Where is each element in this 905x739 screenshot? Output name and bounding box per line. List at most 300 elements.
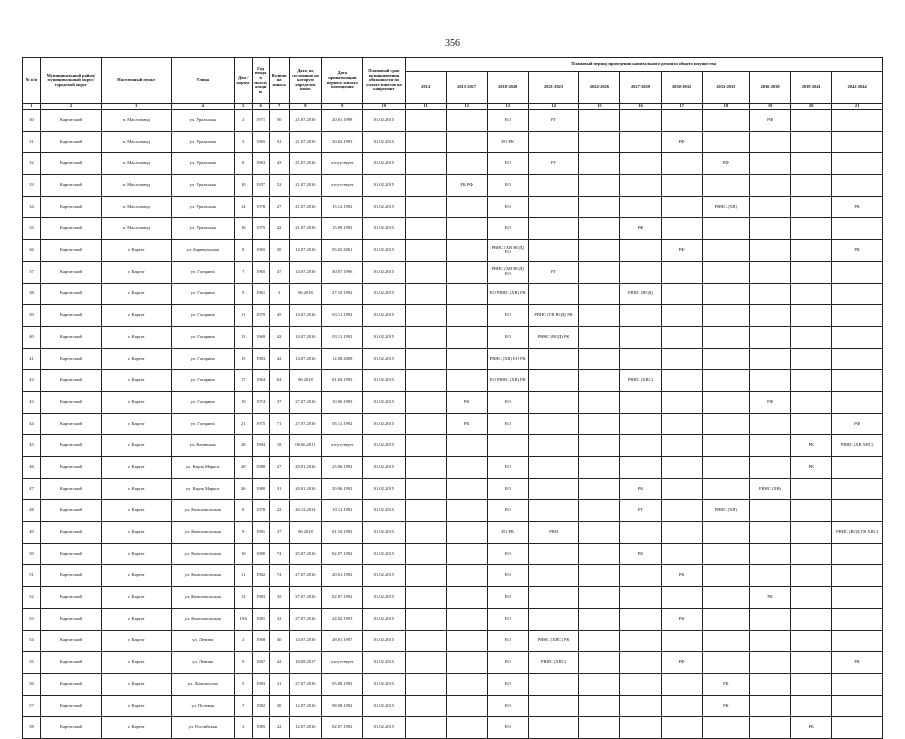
table-row (23, 283, 883, 305)
table-cell: 06.2018 (289, 370, 322, 392)
table-cell (579, 305, 620, 327)
header-period: 2015-2017 (446, 72, 487, 104)
table-row (23, 305, 883, 327)
table-cell: Каргатский (40, 348, 101, 370)
table-cell: ЕО (487, 587, 528, 609)
table-cell: 36 (23, 240, 41, 262)
table-cell: 1983 (252, 348, 269, 370)
table-cell: Каргатский (40, 153, 101, 175)
table-cell (405, 326, 446, 348)
table-cell (446, 500, 487, 522)
table-cell (579, 522, 620, 544)
table-cell: РГ (528, 261, 579, 283)
table-cell (528, 348, 579, 370)
table-cell (750, 348, 791, 370)
table-cell: 9 (234, 522, 252, 544)
table-cell (702, 478, 749, 500)
table-cell (661, 153, 702, 175)
table-cell: 21 (234, 413, 252, 435)
table-cell: 1978 (252, 500, 269, 522)
table-cell (832, 348, 883, 370)
table-cell: г. Каргат (102, 478, 172, 500)
table-cell: 01.04.1993 (322, 370, 363, 392)
table-cell: ул. Гагарина (171, 413, 234, 435)
table-cell: ул. Уральская (171, 110, 234, 132)
table-cell: 01.02.2015 (363, 348, 405, 370)
table-cell: 01.02.2015 (363, 326, 405, 348)
table-cell (702, 218, 749, 240)
table-cell (832, 717, 883, 739)
table-cell: 14.07.2016 (289, 240, 322, 262)
table-cell (832, 695, 883, 717)
table-cell (528, 608, 579, 630)
table-cell: РВНС (ХВ ВОД) ЕО (487, 261, 528, 283)
table-cell (661, 587, 702, 609)
table-cell: РК (750, 587, 791, 609)
table-cell (750, 218, 791, 240)
table-cell: 1974 (252, 391, 269, 413)
column-number-cell: 11 (405, 104, 446, 110)
table-cell (791, 565, 832, 587)
table-cell: Каргатский (40, 522, 101, 544)
header-date-privatization: Дата приватизации первого жилого помещения (322, 58, 363, 104)
table-cell (791, 543, 832, 565)
table-cell: 14 (234, 196, 252, 218)
table-cell: РГ (620, 500, 661, 522)
table-cell: ул. Полевая (171, 695, 234, 717)
table-cell (405, 478, 446, 500)
table-cell: 35 (23, 218, 41, 240)
table-cell: ЕО (487, 565, 528, 587)
table-cell (579, 261, 620, 283)
table-cell: 1980 (252, 478, 269, 500)
table-cell (446, 196, 487, 218)
table-cell (405, 630, 446, 652)
table-cell: РВНС (ХВС) (620, 370, 661, 392)
table-cell (661, 305, 702, 327)
table-cell: п. Маслозавод (102, 218, 172, 240)
header-period: 2027-2029 (620, 72, 661, 104)
table-cell (528, 196, 579, 218)
table-cell: Каргатский (40, 261, 101, 283)
table-cell: 15.12.1992 (322, 196, 363, 218)
table-cell: РК (832, 240, 883, 262)
table-cell: 31 (269, 478, 289, 500)
table-cell: 27.07.2016 (289, 565, 322, 587)
table-cell: 19А (234, 608, 252, 630)
table-row (23, 500, 883, 522)
table-cell: 05.08.1992 (322, 673, 363, 695)
table-cell (661, 435, 702, 457)
table-cell: 41 (23, 348, 41, 370)
table-cell (661, 283, 702, 305)
table-cell (661, 391, 702, 413)
table-cell: 7 (234, 695, 252, 717)
table-cell: 12.07.2016 (289, 695, 322, 717)
column-number-cell: 5 (234, 104, 252, 110)
table-cell: РК (661, 565, 702, 587)
table-cell: отсутствует (322, 175, 363, 197)
table-cell: ЕО (487, 196, 528, 218)
table-cell: 01.02.2015 (363, 608, 405, 630)
table-cell (446, 240, 487, 262)
table-cell: ЕО (487, 413, 528, 435)
table-cell (791, 522, 832, 544)
table-cell: 38 (23, 283, 41, 305)
table-cell (791, 500, 832, 522)
table-cell: 5 (234, 673, 252, 695)
table-cell: ЕО (487, 391, 528, 413)
table-cell (405, 652, 446, 674)
table-cell: 01.02.2015 (363, 305, 405, 327)
table-cell (487, 435, 528, 457)
table-cell: 52 (269, 131, 289, 153)
table-cell (620, 240, 661, 262)
table-cell: Каргатский (40, 305, 101, 327)
table-cell: РВНС (ХВ) ЕО РК (487, 348, 528, 370)
table-cell (405, 240, 446, 262)
table-cell: 25.07.2016 (289, 543, 322, 565)
table-cell (405, 261, 446, 283)
table-cell: РФ (661, 240, 702, 262)
column-number-cell: 6 (252, 104, 269, 110)
table-cell: 22 (269, 717, 289, 739)
table-cell (750, 261, 791, 283)
table-cell (405, 348, 446, 370)
table-cell (702, 522, 749, 544)
table-cell: 14.07.2016 (289, 630, 322, 652)
table-cell: 1981 (252, 522, 269, 544)
column-number-cell: 7 (269, 104, 289, 110)
column-number-cell: 8 (289, 104, 322, 110)
table-cell: РВНС (ВОД) РК (528, 326, 579, 348)
table-cell: 01.02.2015 (363, 673, 405, 695)
table-cell (832, 131, 883, 153)
table-cell: 06.06.2011 (289, 435, 322, 457)
table-cell: 14.07.2016 (289, 326, 322, 348)
table-cell: 31 (269, 673, 289, 695)
table-cell: 35 (269, 587, 289, 609)
table-cell: 32 (269, 608, 289, 630)
table-cell (750, 305, 791, 327)
table-cell: РВНС (ХВ) (750, 478, 791, 500)
table-cell: 3 (234, 717, 252, 739)
table-row (23, 131, 883, 153)
table-cell (528, 370, 579, 392)
table-cell: 55 (23, 652, 41, 674)
table-cell: 9 (234, 652, 252, 674)
table-row (23, 673, 883, 695)
column-number-cell: 16 (620, 104, 661, 110)
table-cell (620, 435, 661, 457)
table-cell: г. Каргат (102, 652, 172, 674)
table-cell: 01.02.2015 (363, 283, 405, 305)
table-cell: 27.07.2016 (289, 673, 322, 695)
table-cell: 18 (269, 435, 289, 457)
table-cell: Каргатский (40, 218, 101, 240)
table-cell: г. Каргат (102, 283, 172, 305)
table-cell: 1981 (252, 608, 269, 630)
table-cell: 47 (269, 261, 289, 283)
table-cell (579, 478, 620, 500)
table-cell (661, 261, 702, 283)
table-cell: РК (832, 652, 883, 674)
table-cell (750, 283, 791, 305)
table-cell: п. Маслозавод (102, 153, 172, 175)
table-cell: 1979 (252, 305, 269, 327)
table-cell (832, 608, 883, 630)
table-cell (832, 110, 883, 132)
table-cell: 27.07.2016 (289, 608, 322, 630)
table-cell (791, 110, 832, 132)
table-cell (579, 652, 620, 674)
table-cell: г. Каргат (102, 587, 172, 609)
header-period: 2033-2035 (702, 72, 749, 104)
table-row (23, 218, 883, 240)
table-cell (579, 673, 620, 695)
table-cell (702, 370, 749, 392)
table-cell (832, 673, 883, 695)
table-cell (446, 457, 487, 479)
table-cell: РВНС (ВОД ГВ ХВС) (832, 522, 883, 544)
table-cell (405, 543, 446, 565)
table-cell: 10 (234, 175, 252, 197)
column-number-cell: 20 (791, 104, 832, 110)
table-cell (579, 500, 620, 522)
table-cell: 1982 (252, 695, 269, 717)
table-cell (405, 587, 446, 609)
table-cell: 20.01.2016 (289, 478, 322, 500)
table-cell: г. Каргат (102, 391, 172, 413)
table-cell: 32 (23, 153, 41, 175)
table-row (23, 630, 883, 652)
table-cell: г. Каргат (102, 305, 172, 327)
table-cell: 42 (269, 218, 289, 240)
table-row (23, 543, 883, 565)
table-cell (579, 370, 620, 392)
table-cell: РК (446, 413, 487, 435)
table-cell: 8 (234, 153, 252, 175)
table-cell: РК (620, 543, 661, 565)
column-number-cell: 9 (322, 104, 363, 110)
table-cell: 3 (234, 131, 252, 153)
table-cell (579, 153, 620, 175)
table-cell (446, 673, 487, 695)
table-cell: 1985 (252, 717, 269, 739)
table-cell (528, 543, 579, 565)
header-municipal: Муниципальный район/ муниципальный округ/городской округ (40, 58, 101, 104)
table-row (23, 717, 883, 739)
header-period: 2030-2032 (661, 72, 702, 104)
table-cell: ЕО (487, 500, 528, 522)
table-cell: 8 (234, 240, 252, 262)
table-cell: РК (702, 673, 749, 695)
table-cell: РВНС (ГВ ВОД) РК (528, 305, 579, 327)
table-cell: 21.07.2016 (289, 175, 322, 197)
table-cell (702, 652, 749, 674)
table-cell (528, 283, 579, 305)
table-cell (446, 261, 487, 283)
table-cell: ул. Карла Маркса (171, 478, 234, 500)
table-row (23, 370, 883, 392)
column-number-cell: 17 (661, 104, 702, 110)
header-period: 2036-2038 (750, 72, 791, 104)
table-cell: 43 (23, 391, 41, 413)
table-cell (832, 261, 883, 283)
table-cell (405, 175, 446, 197)
table-cell: 15.09.1992 (322, 218, 363, 240)
table-cell (620, 457, 661, 479)
table-cell (750, 717, 791, 739)
table-cell (750, 565, 791, 587)
table-cell: ул. Уральская (171, 196, 234, 218)
table-cell: ул. Гагарина (171, 326, 234, 348)
table-cell: 01.02.2015 (363, 370, 405, 392)
table-cell: ул. Казанская (171, 435, 234, 457)
table-cell: Каргатский (40, 478, 101, 500)
table-cell: г. Каргат (102, 522, 172, 544)
table-cell: 01.02.2015 (363, 153, 405, 175)
table-cell: 20.01.2016 (289, 457, 322, 479)
table-row (23, 175, 883, 197)
table-cell: 10.11.1992 (322, 500, 363, 522)
table-cell (405, 283, 446, 305)
table-cell (405, 717, 446, 739)
table-cell: РВНС (ВОД) (620, 283, 661, 305)
table-body (23, 104, 883, 739)
table-cell: ул. Комсомольская (171, 522, 234, 544)
table-cell (446, 131, 487, 153)
table-cell (620, 153, 661, 175)
table-cell: 19 (234, 391, 252, 413)
table-row (23, 240, 883, 262)
table-cell (579, 240, 620, 262)
table-cell: 1978 (252, 196, 269, 218)
table-cell: 42 (23, 370, 41, 392)
table-cell: 11 (234, 565, 252, 587)
table-cell: п. Маслозавод (102, 175, 172, 197)
table-cell: г. Каргат (102, 348, 172, 370)
table-cell (661, 348, 702, 370)
table-cell: 37 (23, 261, 41, 283)
table-cell: Каргатский (40, 543, 101, 565)
table-cell (702, 110, 749, 132)
table-row (23, 196, 883, 218)
table-cell (528, 391, 579, 413)
table-cell: 01.02.2015 (363, 261, 405, 283)
table-cell: ул. Гагарина (171, 283, 234, 305)
table-cell: г. Каргат (102, 240, 172, 262)
table-cell: г. Каргат (102, 435, 172, 457)
table-cell (405, 305, 446, 327)
table-cell: Каргатский (40, 673, 101, 695)
table-cell (750, 673, 791, 695)
table-cell (702, 565, 749, 587)
table-cell (446, 326, 487, 348)
column-number-cell: 1 (23, 104, 41, 110)
table-cell: 1971 (252, 110, 269, 132)
table-cell (750, 175, 791, 197)
table-cell: 8 (234, 500, 252, 522)
table-cell: ул. Гагарина (171, 391, 234, 413)
table-cell (750, 240, 791, 262)
table-cell (528, 478, 579, 500)
table-cell: 39 (23, 305, 41, 327)
table-cell: 20.02.1993 (322, 131, 363, 153)
table-cell: Каргатский (40, 175, 101, 197)
table-cell: ул. Карла Маркса (171, 457, 234, 479)
table-cell: ЕО (487, 543, 528, 565)
column-number-cell: 4 (171, 104, 234, 110)
header-period: 2024-2026 (579, 72, 620, 104)
table-cell: 01.02.2015 (363, 500, 405, 522)
table-cell (791, 240, 832, 262)
table-cell (446, 110, 487, 132)
table-cell: 21.07.2016 (289, 153, 322, 175)
table-cell: РК (620, 478, 661, 500)
table-cell: 02.07.1992 (322, 717, 363, 739)
table-cell (528, 131, 579, 153)
table-cell: 01.02.2015 (363, 196, 405, 218)
table-cell: 28 (234, 435, 252, 457)
table-cell: 01.02.2015 (363, 630, 405, 652)
table-cell: Каргатский (40, 695, 101, 717)
table-cell: 21.07.2016 (289, 110, 322, 132)
table-cell (832, 565, 883, 587)
table-cell: 20.01.1998 (322, 110, 363, 132)
table-row (23, 110, 883, 132)
table-cell: 06.2018 (289, 522, 322, 544)
table-cell: ЕО (487, 652, 528, 674)
table-cell: ЕО (487, 695, 528, 717)
table-cell (832, 587, 883, 609)
table-row (23, 457, 883, 479)
table-cell: г. Каргат (102, 565, 172, 587)
table-cell (620, 131, 661, 153)
table-cell: 20.01.1992 (322, 565, 363, 587)
table-cell: ул. Барнаульская (171, 240, 234, 262)
table-cell (750, 543, 791, 565)
table-cell (620, 175, 661, 197)
table-cell (446, 587, 487, 609)
table-cell (702, 391, 749, 413)
table-cell (405, 695, 446, 717)
table-cell: 01.02.2015 (363, 717, 405, 739)
table-cell (832, 305, 883, 327)
capital-repair-table-wrap (22, 57, 883, 739)
table-cell: РФ (750, 110, 791, 132)
table-cell (750, 522, 791, 544)
table-cell: Каргатский (40, 391, 101, 413)
table-cell (750, 695, 791, 717)
table-cell (446, 717, 487, 739)
table-row (23, 435, 883, 457)
table-cell: 29.06.1992 (322, 478, 363, 500)
table-cell (528, 218, 579, 240)
table-cell: г. Каргат (102, 695, 172, 717)
table-cell: 01.02.2015 (363, 413, 405, 435)
table-cell: 52 (23, 587, 41, 609)
table-cell (579, 695, 620, 717)
table-cell: г. Каргат (102, 326, 172, 348)
capital-repair-table (22, 57, 883, 739)
table-cell (446, 478, 487, 500)
table-cell: РФ (702, 153, 749, 175)
table-cell (528, 240, 579, 262)
table-cell: 9 (234, 283, 252, 305)
table-cell (446, 370, 487, 392)
table-cell: 52 (269, 175, 289, 197)
